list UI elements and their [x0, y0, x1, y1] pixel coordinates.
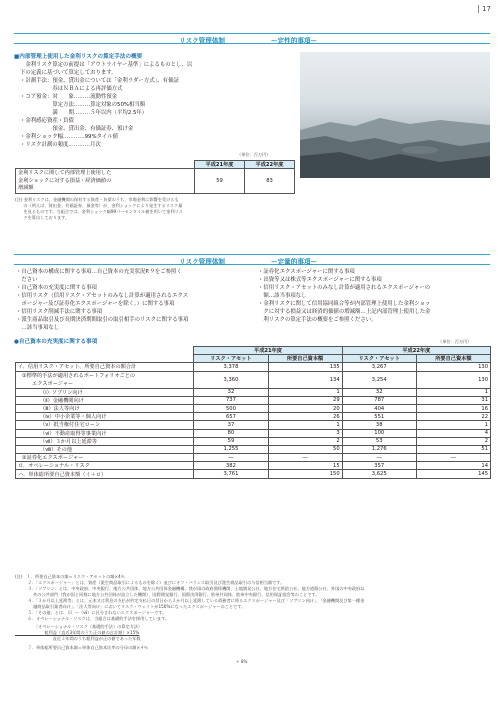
col-header: 平成21年度	[195, 161, 245, 169]
method-description	[20, 61, 192, 149]
landscape-illustration	[300, 52, 490, 178]
section1-note: (注) 金利リスクは、金融機関の保有する資産・負債のうち、市場金利に影響を受けるも の（例えば、貸出金、有価証券、預金等）が、金利ショックにより発生するリスク量 を見るものです。当組合では、金利ショック幅99パーセンタイル値を用いて金利リス クを算出しております。	[15, 197, 183, 220]
text-line: ・金利ショック幅…………99%タイル値	[20, 134, 119, 140]
note-line: (注) １．所要自己資本の額＝リスク・アセットの額×4％	[15, 574, 125, 579]
header-subtitle: ー定量的事項ー	[271, 258, 318, 266]
col-header: リスク・アセット	[342, 355, 416, 363]
page-number: 17	[478, 5, 491, 13]
text-line: 算定方法………算定対象の50%相当額	[20, 102, 146, 108]
text-line: 満 期………５年以内（平均2.5年）	[20, 110, 148, 116]
text-line: 下の定義に基づいて算定しております。	[20, 70, 117, 76]
unit-label: （単位：百万円）	[237, 152, 271, 157]
row-label: ハ．単体総所要自己資本額（イ＋ロ）	[16, 470, 194, 478]
unit-label: （単位：百万円）	[438, 339, 472, 344]
table-row: イ．信用リスク・アセット、所要自己資本の額合計 3,378 135 3,267 130	[16, 363, 491, 371]
header-title: リスク管理体制	[179, 37, 226, 45]
list-item: ・信用リスク削減手法に関する事項	[16, 309, 103, 315]
note-line: ２．「エクスポージャー」とは、資産（派生商品取引によるものを除く）並びにオフ・バランス取引及び派生商品取引の与信相当額です。	[15, 580, 285, 585]
section-header-qualitative	[14, 33, 490, 44]
list-item: ・自己資本の構成に関する事項…自己資本の充実状況P.９をご参照く	[16, 269, 182, 275]
table-row: （ⅲ）法人等向け 500 20 404 16	[16, 404, 491, 412]
list-item: ・出資等又は株式等エクスポージャーに関する事項	[258, 277, 382, 283]
row-label: イ．信用リスク・アセット、所要自己資本の額合計	[16, 363, 194, 371]
table-row: （ⅱ）金融機関向け 737 29 787 31	[16, 396, 491, 404]
row-label: 金利リスクに関して内部管理上使用した 金利ショックに対する損益・経済価値の 増減額	[16, 169, 195, 194]
table-row: （ⅶ）３か月以上延滞等 59 2 53 2	[16, 437, 491, 445]
header-title: リスク管理体制	[179, 258, 226, 266]
row-label: （ⅴ）抵当権付住宅ローン	[16, 421, 194, 429]
table-row: ①標準的手法が適用されるポートフォリオごとの エクスポージャー 3,360 134 3,254 130	[16, 371, 491, 388]
section-heading: ■内部管理上使用した金利リスクの算定手法の概要	[14, 54, 143, 60]
text-line: 券はＮＢＡによる再評価方式	[20, 86, 123, 92]
list-item: ・証券化エクスポージャーに関する事項	[258, 269, 355, 275]
section3-notes	[15, 574, 365, 651]
note-line: ４．「３か月以上延滞等」とは、元本又は利息の支払が約定支払日の翌日から３か月以上延滞している債務者に係るエクスポージャー及び「ソブリン向け」、「金融機関及び第一種金	[15, 598, 365, 603]
row-label: （ⅷ）その他	[16, 445, 194, 453]
header-subtitle: ー定性的事項ー	[271, 37, 318, 45]
col-header: 平成22年度	[245, 161, 295, 169]
landscape-photo	[300, 52, 490, 178]
row-label: （ⅳ）中小企業等・個人向け	[16, 413, 194, 421]
table-row: ②証券化エクスポージャー ― ― ― ―	[16, 454, 491, 462]
row-label: ②証券化エクスポージャー	[16, 454, 194, 462]
note-line: ７．単体総所要自己資本額＝単体自己資本比率の分母の額×４％	[15, 645, 149, 650]
text-line: ・リスク計測の頻度…………月次	[20, 142, 101, 148]
quantitative-items-left	[16, 268, 188, 332]
note-line: 〈オペレーショナル・リスク（基礎的手法）の算定方法〉	[15, 624, 143, 629]
table-row: （ⅵ）不動産取得等事業向け 80 3 100 4	[16, 429, 491, 437]
capital-adequacy-table	[15, 346, 491, 479]
table-row: （ⅴ）抵当権付住宅ローン 37 1 38 1	[16, 421, 491, 429]
table-row: （ⅳ）中小企業等・個人向け 657 26 551 22	[16, 413, 491, 421]
formula-numerator: 粗利益（直近3年間のうち正の値の合計額）×15%	[15, 630, 140, 635]
list-item: クに対する損益又は経済的価値の増減額…上記内部管理上使用した金	[258, 309, 431, 315]
text-line: ・金利感応資産・負債	[20, 118, 74, 124]
text-line: ・計測手法：預金、貸出金については「金利ラダー方式」、有価証	[20, 78, 179, 84]
note-line: ６．オペレーショナル・リスクは、当組合は基礎的手法を採用しています。	[15, 616, 170, 621]
col-header: リスク・アセット	[194, 355, 268, 363]
list-item: 額…該当事項なし	[258, 293, 307, 299]
row-label: （ⅲ）法人等向け	[16, 404, 194, 412]
section-header-quantitative	[14, 254, 490, 265]
text-line: ・コア預金：対 象………流動性預金	[20, 94, 118, 100]
list-item: ・自己資本の充実度に関する事項	[16, 285, 97, 291]
year-header: 平成21年度	[194, 347, 342, 355]
list-item: ・信用リスク（信用リスク・アセットのみなし計算が適用されるエクス	[16, 293, 189, 299]
section-heading: ●自己資本の充実度に関する事項	[14, 339, 98, 345]
cell-value: 83	[245, 169, 295, 194]
row-label: ①標準的手法が適用されるポートフォリオごとの エクスポージャー	[16, 371, 194, 388]
note-line: ５．「その他」とは、（ⅰ）～（ⅶ）に区分されないエクスポージャーです。	[15, 610, 167, 615]
list-item: 利リスクの算定手法の概要をご参照ください。	[258, 317, 377, 323]
row-label: （ⅱ）金融機関向け	[16, 396, 194, 404]
row-label: （ⅰ）ソブリン向け	[16, 388, 194, 396]
quantitative-items-right	[258, 268, 431, 324]
list-item: ・金利リスクに関して信用協同組合等が内部管理上使用した金利ショッ	[258, 301, 431, 307]
table-row: ロ．オペレーショナル・リスク 382 15 357 14	[16, 462, 491, 470]
year-header: 平成22年度	[342, 347, 490, 355]
list-item: ・派生商品取引及び長期決済期間取引の取引相手のリスクに関する事項	[16, 317, 189, 323]
interest-rate-risk-table	[15, 160, 295, 194]
row-label: ロ．オペレーショナル・リスク	[16, 462, 194, 470]
row-label: （ⅵ）不動産取得等事業向け	[16, 429, 194, 437]
formula-divisor: ÷ 8%	[236, 659, 248, 664]
table-row: （ⅷ）その他 1,255 50 1,276 51	[16, 445, 491, 453]
col-header: 所要自己資本額	[268, 355, 342, 363]
formula-denominator: 直近３年間のうち粗利益が正の値であった年数	[15, 636, 141, 641]
note-line: 外の公共部門（我が国と同様に地方公共団体が設立した機関）、国際開発銀行、国際決済銀行、欧州共同体、欧州中央銀行、信用保証協会等のことです。	[15, 592, 320, 597]
note-line: ３．「ソブリン」とは、中央政府、中央銀行、地方公共団体、地方公共団体金融機構、我が国の政府関係機関、土地開発公社、地方住宅供給公社、地方道路公社、外国の中央政府以	[15, 586, 365, 591]
row-label: （ⅶ）３か月以上延滞等	[16, 437, 194, 445]
text-line: 預金、貸出金、有価証券、預け金	[20, 126, 134, 132]
note-line: 融商品取引業者向け」、「法人等向け」においてリスク・ウェイトが150%になったエクスポージャーのことです。	[15, 604, 246, 609]
text-line: 金利リスク算定の前提は「アウトライヤー基準」によるものとし、以	[20, 62, 193, 68]
list-item: …該当事項なし	[16, 325, 60, 331]
list-item: ポージャー及び証券化エクスポージャーを除く。）に関する事項	[16, 301, 175, 307]
cell-value: 59	[195, 169, 245, 194]
col-header: 所要自己資本額	[416, 355, 490, 363]
list-item: ださい	[16, 277, 38, 283]
list-item: ・信用リスク・アセットのみなし計算が適用されるエクスポージャーの	[258, 285, 431, 291]
table-row: ハ．単体総所要自己資本額（イ＋ロ） 3,761 150 3,625 145	[16, 470, 491, 478]
table-row: （ⅰ）ソブリン向け 32 1 32 1	[16, 388, 491, 396]
